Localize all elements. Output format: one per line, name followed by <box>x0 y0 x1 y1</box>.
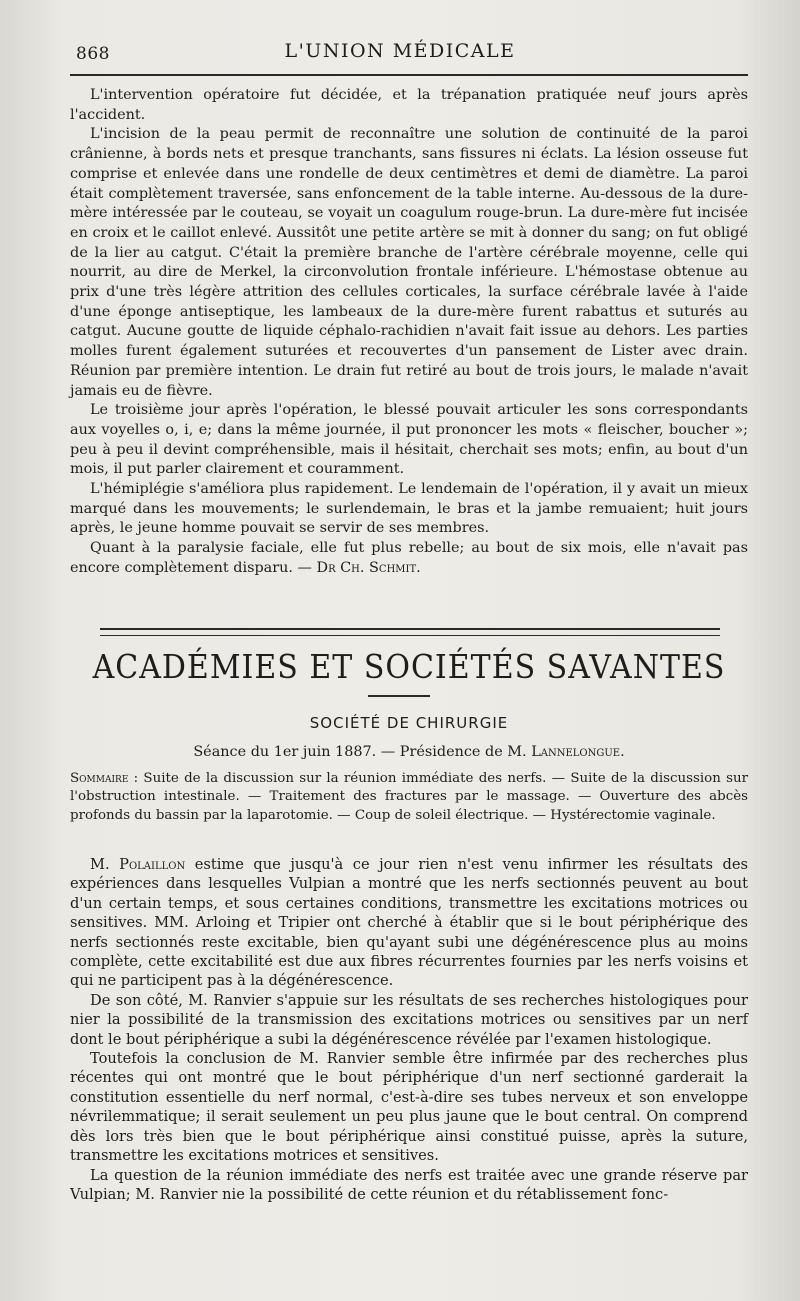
paragraph <box>70 539 748 578</box>
paragraph: Toutefois la conclusion de M. Ranvier semble être infirmée par des recherches plus récentes qui ont montré que le bout périphérique d'un nerf sectionné garderait la constitution essentielle du nerf normal, c'est-à-dire ses tubes nerveux et son enveloppe névrilemmatique; il serait seulement un peu plus jaune que le bout central. On comprend dès lors très bien que le bout périphérique ainsi constitué puisse, après la suture, transmettre les excitations motrices et sensitives. <box>70 1050 748 1165</box>
discussion-text <box>70 855 748 1204</box>
author-signature: Dr Ch. Schmit. <box>316 559 421 576</box>
paragraph: De son côté, M. Ranvier s'appuie sur les résultats de ses recherches histologiques pour nier la possibilité de la transmission des excitations motrices ou sensitives par un nerf dont le bout périphérique a subi la dégénérescence révélée par l'examen histologique. <box>70 991 748 1048</box>
session-line <box>70 744 748 760</box>
president-name: Lannelongue. <box>531 744 625 760</box>
article-continuation <box>70 86 748 579</box>
speaker-name: M. Polaillon <box>90 856 186 873</box>
paragraph <box>70 855 748 991</box>
paragraph: Le troisième jour après l'opération, le blessé pouvait articuler les sons correspondants aux voyelles o, i, e; dans la même journée, il put prononcer les mots « fleischer, boucher »; peu à peu il devint compréhensible, mais il hésitait, cherchait ses mots; enfin, au bout d'un mois, il put parler clairement et couramment. <box>70 402 748 478</box>
summary-text: : Suite de la discussion sur la réunion immédiate des nerfs. — Suite de la discussion sur l'obstruction intestinale. — Traitement des fractures par le massage. — Ouverture des abcès profonds du bassin par la laparotomie. — Coup de soleil électrique. — Hystérectomie vaginale. <box>70 771 748 823</box>
paragraph-text: estime que jusqu'à ce jour rien n'est venu infirmer les résultats des expériences dans lesquelles Vulpian a montré que les nerfs sectionnés peuvent au bout d'un certain temps, et sous certaines conditions, transmettre les excitations motrices ou sensitives. MM. Arloing et Tripier ont cherché à établir que si le bout périphérique des nerfs sectionnés reste excitable, bien qu'ayant subi une dégénérescence plus au moins complète, cette excitabilité est due aux fibres récurrentes fournies par les nerfs voisins et qui ne participent pas à la dégénérescence. <box>70 856 748 990</box>
summary-label: Sommaire <box>70 771 129 786</box>
paragraph: La question de la réunion immédiate des nerfs est traitée avec une grande réserve par Vulpian; M. Ranvier nie la possibilité de cette réunion et du rétablissement fonc- <box>70 1166 748 1203</box>
paragraph: L'intervention opératoire fut décidée, et la trépanation pratiquée neuf jours après l'accident. <box>70 87 748 123</box>
society-title: SOCIÉTÉ DE CHIRURGIE <box>309 714 509 732</box>
page-header <box>70 36 730 72</box>
page-number: 868 <box>76 44 110 64</box>
section-title: ACADÉMIES ET SOCIÉTÉS SAVANTES <box>92 648 726 687</box>
paragraph: L'hémiplégie s'améliora plus rapidement. Le lendemain de l'opération, il y avait un mieux marqué dans les mouvements; le surlendemain, le bras et la jambe remuaient; huit jours après, le jeune homme pouvait se servir de ses membres. <box>70 481 748 537</box>
running-title: L'UNION MÉDICALE <box>284 40 516 62</box>
paragraph: L'incision de la peau permit de reconnaître une solution de continuité de la paroi crânienne, à bords nets et presque tranchants, sans fissures ni éclats. La lésion osseuse fut comprise et enlevée dans une rondelle de deux centimètres et demi de diamètre. La paroi était complètement traversée, sans enfoncement de la table interne. Au-dessous de la dure-mère intéressée par le couteau, se voyait un coagulum rouge-brun. La dure-mère fut incisée en croix et le caillot enlevé. Aussitôt une petite artère se mit à donner du sang; on fut obligé de la lier au catgut. C'était la première branche de l'artère cérébrale moyenne, celle qui nourrit, au dire de Merkel, la circonvolution frontale inférieure. L'hémostase obtenue au prix d'une très légère attrition des cellules corticales, la surface cérébrale lavée à l'aide d'une éponge antiseptique, les lambeaux de la dure-mère furent rabattus et suturés au catgut. Aucune goutte de liquide céphalo-rachidien n'avait fait issue au dehors. Les parties molles furent également suturées et recouvertes d'un pansement de Lister avec drain. Réunion par première intention. Le drain fut retiré au bout de trois jours, le malade n'avait jamais eu de fièvre. <box>70 126 748 399</box>
session-date: Séance du 1er juin 1887. — Présidence de M. <box>193 744 532 760</box>
paragraph-text: Quant à la paralysie faciale, elle fut plus rebelle; au bout de six mois, elle n'avait pas encore complètement disparu. — <box>70 540 748 576</box>
header-rule <box>70 74 748 76</box>
title-underline <box>368 695 430 697</box>
section-divider <box>100 628 720 636</box>
session-summary <box>70 770 748 825</box>
